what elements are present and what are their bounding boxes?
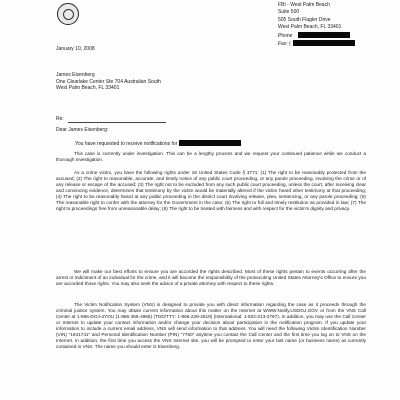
paragraph-best-efforts: We will make our best efforts to ensure you are accorded the rights described. Most of these rights pertain to events occurring after the arrest or indictment of an individual for the crime, and it will become the responsibility of the prosecuting United States Attorney's Office to ensure you are accorded those rights. You may also seek the advice of a private attorney with respect to these rights. [56,269,366,286]
recipient-line2: One Clearlake Center Ste 704 Australian South [56,78,161,85]
office-fax [278,40,398,48]
recipient-address [56,72,161,92]
redaction-bar [179,140,241,146]
letterhead [278,2,398,48]
office-phone [278,32,398,40]
intro-text: You have requested to receive notifications for [75,141,178,147]
letter-date: January 10, 2008 [56,46,95,52]
office-suite: Suite 500 [278,9,300,16]
redaction-bar [298,32,350,38]
recipient-line3: West Palm Beach, FL 33401 [56,85,120,91]
intro-line [75,140,241,147]
phone-label: Phone [278,32,293,39]
fbi-seal-icon [57,3,79,25]
office-street: 505 South Flagler Drive [278,16,331,23]
salutation: Dear James Eisenberg: [56,127,109,133]
paragraph-vns: The Victim Notification System (VNS) is designed to provide you with direct information regarding the case as it proceeds through the criminal justice system. You may obtain current information about this matter on the Internet at WWW.Notify.USDOJ.GOV or from the VNS Call Center at 1-866-DOJ-4YOU (1-866-365-4968) (TDD/TTY: 1-866-228-4619) (International: 1-502-213-2767). In addition, you may use the Call Center or Internet to update your contact information and/or change your decision about participation in the notification program. If you update your information to include a current email address, VNS will send information to that address. You will need the following Victim Identification Number (VIN) "1941741" and Personal Identification Number (PIN) "7760" anytime you contact the Call Center and the first time you log on to VNS on the Internet. In addition, the first time you access the VNS Internet site, you will be prompted to enter your last name (or business name) as currently contained in VNS. The name you should enter is Eisenberg. [56,302,366,349]
office-name: FBI - West Palm Beach [278,2,330,8]
recipient-name: James Eisenberg [56,72,95,78]
paragraph-investigation: This case is currently under investigation. This can be a lengthy process and we request your continued patience while we conduct a thorough investigation. [56,151,366,162]
office-city: West Palm Beach, FL 33401 [278,24,342,31]
re-label: Re: [56,116,64,122]
fax-label: Fax: ( [278,41,291,48]
redaction-bar [293,40,355,46]
paragraph-victim-rights: As a crime victim, you have the following rights under 18 United States Code § 3771: (1) The right to be reasonably protected from the accused; (2) The right to reasonable, accurate, and timely notice of any public court proceeding, or any parole proceeding, involving the crime or of any release or escape of the accused; (3) The right not to be excluded from any such public court proceeding, unless the court, after receiving clear and convincing evidence, determines that testimony by the victim would be materially altered if the victim heard other testimony at that proceeding; (4) The right to be reasonably heard at any public proceeding in the district court involving release, plea, sentencing, or any parole proceeding; (5) The reasonable right to confer with the attorney for the Government in the case; (6) The right to full and timely restitution as provided in law; (7) The right to proceedings free from unreasonable delay; (8) The right to be treated with fairness and with respect for the victim's dignity and privacy. [56,170,366,211]
re-underline [68,122,166,123]
